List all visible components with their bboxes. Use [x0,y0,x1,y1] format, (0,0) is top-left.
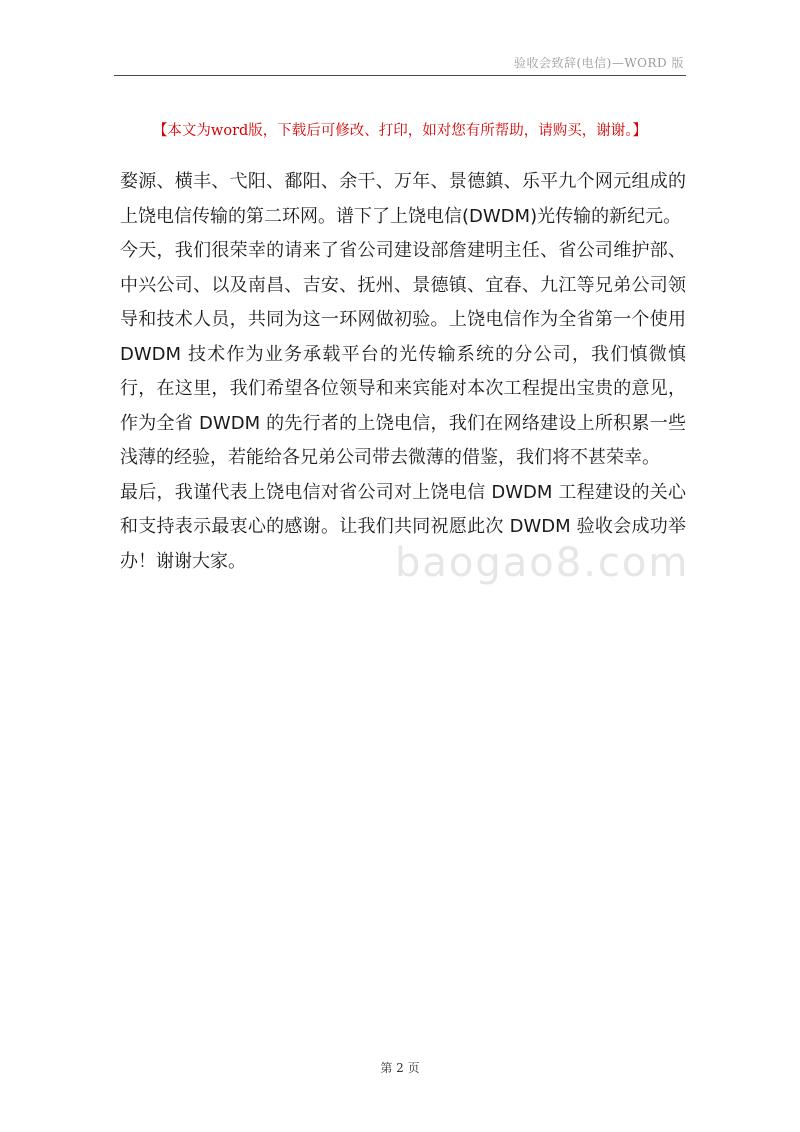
body-paragraph-2: 今天，我们很荣幸的请来了省公司建设部詹建明主任、省公司维护部、中兴公司、以及南昌、吉安、抚州、景德镇、宜春、九江等兄弟公司领导和技术人员，共同为这一环网做初验。上饶电信作为全省第一个使用 DWDM 技术作为业务承载平台的光传输系统的分公司，我们慎微慎行，在这里，我们希望各位领导和来宾能对本次工程提出宝贵的意见，作为全省 DWDM 的先行者的上饶电信，我们在网络建设上所积累一些浅薄的经验，若能给各兄弟公司带去微薄的借鉴，我们将不甚荣幸。 [120,240,686,468]
page-header-title: 验收会致辞(电信)—WORD 版 [513,56,684,70]
header-divider [114,75,686,76]
body-paragraph-3: 最后，我谨代表上饶电信对省公司对上饶电信 DWDM 工程建设的关心和支持表示最衷心的感谢。让我们共同祝愿此次 DWDM 验收会成功举办！谢谢大家。 [120,481,686,572]
download-notice: 【本文为word版，下载后可修改、打印，如对您有所帮助，请购买，谢谢。】 [152,123,648,139]
document-body [120,165,686,579]
body-paragraph-1: 婺源、横丰、弋阳、鄱阳、余干、万年、景德鎮、乐平九个网元组成的上饶电信传输的第二环网。谱下了上饶电信(DWDM)光传输的新纪元。 [120,171,686,227]
page-number: 第 2 页 [380,1061,420,1075]
watermark: baogao8.com [395,540,690,586]
